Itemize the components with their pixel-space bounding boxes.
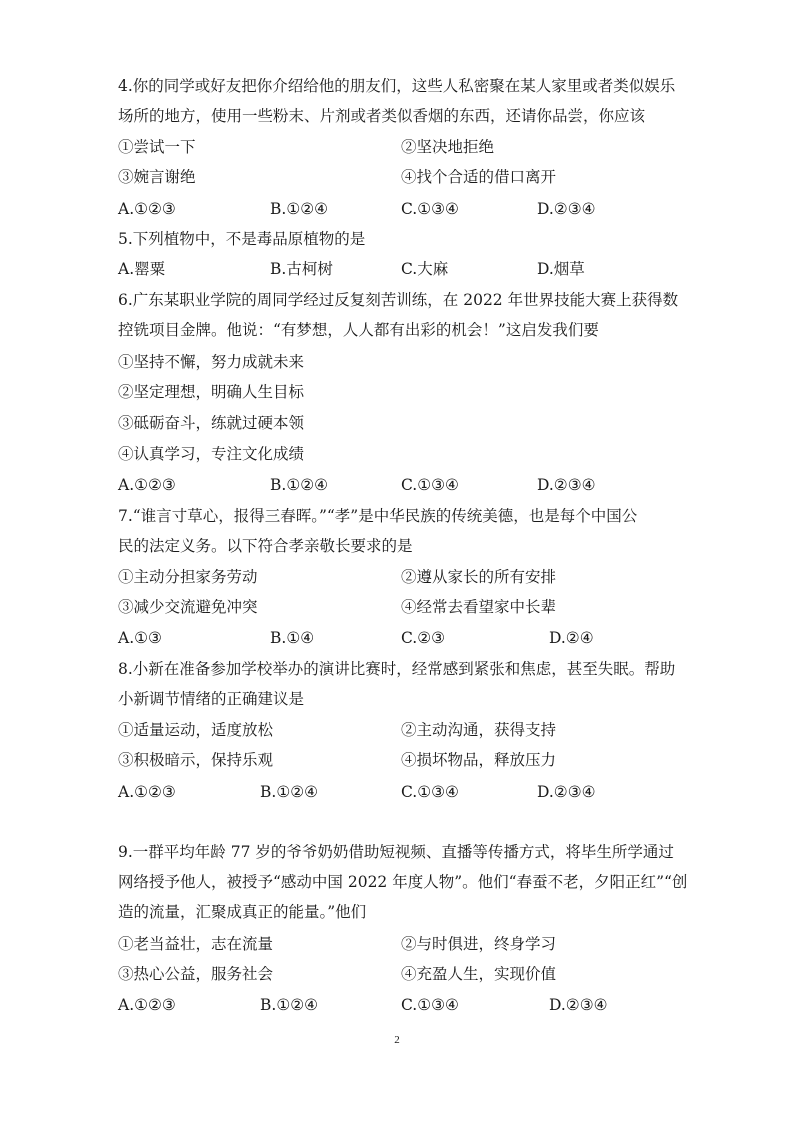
question-8-line-1: 8.小新在准备参加学校举办的演讲比赛时，经常感到紧张和焦虑，甚至失眠。帮助 xyxy=(118,660,676,678)
question-4-choice-c[interactable]: C.①③④ xyxy=(401,200,459,218)
question-4-choice-b[interactable]: B.①②④ xyxy=(270,200,329,218)
question-9-line-2: 网络授予他人，被授予“感动中国 2022 年度人物”。他们“春蚕不老，夕阳正红”“创 xyxy=(118,873,688,891)
question-4-statement-1: ①尝试一下 xyxy=(118,138,196,156)
question-7-choice-c[interactable]: C.②③ xyxy=(401,629,446,647)
question-4-statement-3: ③婉言谢绝 xyxy=(118,168,196,186)
question-8-choice-c[interactable]: C.①③④ xyxy=(401,783,459,801)
question-8-choice-a[interactable]: A.①②③ xyxy=(118,783,176,801)
question-8-statement-2: ②主动沟通，获得支持 xyxy=(401,721,557,739)
page-number: 2 xyxy=(394,1034,400,1046)
question-6-statement-2: ②坚定理想，明确人生目标 xyxy=(118,383,305,401)
question-4-line-2: 场所的地方，使用一些粉末、片剂或者类似香烟的东西，还请你品尝，你应该 xyxy=(118,107,646,125)
question-7-statement-1: ①主动分担家务劳动 xyxy=(118,568,258,586)
question-9-statement-1: ①老当益壮，志在流量 xyxy=(118,935,274,953)
question-7-line-1: 7.“谁言寸草心，报得三春晖。”“孝”是中华民族的传统美德，也是每个中国公 xyxy=(118,507,638,525)
question-5-choice-d[interactable]: D.烟草 xyxy=(537,260,585,278)
question-7-statement-3: ③减少交流避免冲突 xyxy=(118,598,258,616)
question-4-statement-4: ④找个合适的借口离开 xyxy=(401,168,557,186)
question-9-choice-a[interactable]: A.①②③ xyxy=(118,996,176,1014)
question-7-line-2: 民的法定义务。以下符合孝亲敬长要求的是 xyxy=(118,537,413,555)
question-9-statement-4: ④充盈人生，实现价值 xyxy=(401,965,557,983)
question-6-statement-3: ③砥砺奋斗，练就过硬本领 xyxy=(118,414,305,432)
question-8-choice-b[interactable]: B.①②④ xyxy=(260,783,319,801)
question-7-statement-4: ④经常去看望家中长辈 xyxy=(401,598,557,616)
question-9-choice-b[interactable]: B.①②④ xyxy=(260,996,319,1014)
question-8-statement-3: ③积极暗示，保持乐观 xyxy=(118,751,274,769)
question-6-statement-1: ①坚持不懈，努力成就未来 xyxy=(118,353,305,371)
question-4-choice-d[interactable]: D.②③④ xyxy=(537,200,596,218)
question-8-statement-4: ④损坏物品，释放压力 xyxy=(401,751,557,769)
question-6-choice-c[interactable]: C.①③④ xyxy=(401,476,459,494)
question-9-statement-3: ③热心公益，服务社会 xyxy=(118,965,274,983)
question-4-statement-2: ②坚决地拒绝 xyxy=(401,138,495,156)
question-4-choice-a[interactable]: A.①②③ xyxy=(118,200,176,218)
question-7-statement-2: ②遵从家长的所有安排 xyxy=(401,568,557,586)
question-9-choice-c[interactable]: C.①③④ xyxy=(401,996,459,1014)
question-9-statement-2: ②与时俱进，终身学习 xyxy=(401,935,557,953)
question-5-choice-c[interactable]: C.大麻 xyxy=(401,260,449,278)
question-9-choice-d[interactable]: D.②③④ xyxy=(549,996,608,1014)
question-7-choice-a[interactable]: A.①③ xyxy=(118,629,162,647)
question-6-choice-d[interactable]: D.②③④ xyxy=(537,476,596,494)
question-8-choice-d[interactable]: D.②③④ xyxy=(537,783,596,801)
question-8-statement-1: ①适量运动，适度放松 xyxy=(118,721,274,739)
question-5-line-1: 5.下列植物中，不是毒品原植物的是 xyxy=(118,230,366,248)
question-5-choice-b[interactable]: B.古柯树 xyxy=(270,260,333,278)
question-9-line-3: 造的流量，汇聚成真正的能量。”他们 xyxy=(118,903,367,921)
question-6-line-1: 6.广东某职业学院的周同学经过反复刻苦训练，在 2022 年世界技能大赛上获得数 xyxy=(118,291,679,309)
question-7-choice-d[interactable]: D.②④ xyxy=(549,629,594,647)
question-6-choice-b[interactable]: B.①②④ xyxy=(270,476,329,494)
question-6-statement-4: ④认真学习，专注文化成绩 xyxy=(118,445,305,463)
question-8-line-2: 小新调节情绪的正确建议是 xyxy=(118,690,305,708)
question-4-line-1: 4.你的同学或好友把你介绍给他的朋友们，这些人私密聚在某人家里或者类似娱乐 xyxy=(118,77,676,95)
question-6-choice-a[interactable]: A.①②③ xyxy=(118,476,176,494)
question-7-choice-b[interactable]: B.①④ xyxy=(270,629,315,647)
question-6-line-2: 控铣项目金牌。他说：“有梦想，人人都有出彩的机会！”这启发我们要 xyxy=(118,321,599,339)
question-9-line-1: 9.一群平均年龄 77 岁的爷爷奶奶借助短视频、直播等传播方式，将毕生所学通过 xyxy=(118,843,674,861)
question-5-choice-a[interactable]: A.罂粟 xyxy=(118,260,166,278)
